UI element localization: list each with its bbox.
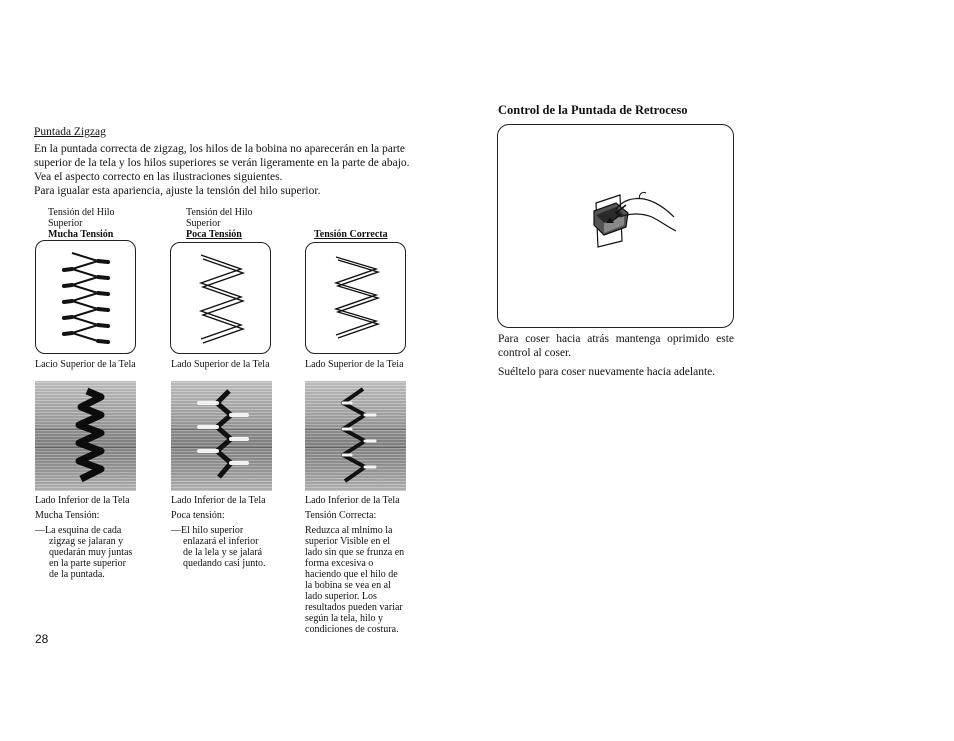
zigzag-loose-bottom-graphic [171,381,272,491]
col2-bottom-caption: Lado Inferior de la Tela [171,495,266,506]
page-number: 28 [35,632,49,646]
col3-top-caption: Lado Superior de la Teia [305,359,404,370]
col2-description [171,525,281,569]
reverse-lever-graphic [498,125,733,327]
col1-top-caption: Lacio Superior de la Tela [35,359,136,370]
intro-line: superior de la tela y los hilos superiores se verán ligeramente en la parte de abajo. [34,157,410,169]
col1-state: Mucha Tensión: [35,510,100,521]
col3-state: Tensión Correcta: [305,510,377,521]
col1-desc-line: —La esquina de cada [35,525,122,536]
col1-label [48,207,115,240]
col2-state: Poca tensión: [171,510,225,521]
col3-desc-line: lado sin que se frunza en [305,547,405,558]
col2-desc-line: enlazará el inferior [183,536,259,547]
correct-tension-top-illustration [305,242,406,354]
col3-desc-line: lado superior. Los [305,591,377,602]
col1-bottom-text [35,495,145,580]
col1-desc-line: de la puntada. [49,569,105,580]
col2-desc-line: de la lela y se jalará [183,547,263,558]
section-heading-reverse: Control de la Puntada de Retroceso [498,103,688,117]
intro-line: En la puntada correcta de zigzag, los hilos de la bobina no aparecerán en la parte [34,143,406,155]
reverse-text-line: Para coser hacia atrás mantenga oprimido este [498,333,734,345]
col1-desc-line: zigzag se jalaran y [49,536,124,547]
col1-bottom-caption: Lado Inferior de la Tela [35,495,130,506]
loose-tension-top-illustration [170,242,271,354]
col2-bottom-text [171,495,281,569]
zigzag-correct-bottom-graphic [305,381,406,491]
col3-desc-line: según la tela, hilo y [305,613,384,624]
col2-desc-line: quedando casi junto. [183,558,266,569]
col3-bottom-text [305,495,411,635]
col1-desc-line: quedarán muy juntas [49,547,133,558]
col3-bottom-caption: Lado Inferior de la Tela [305,495,400,506]
zigzag-tight-bottom-graphic [35,381,136,491]
col1-label-line1: Tensión del Hilo [48,207,115,218]
intro-line: Para igualar esta apariencia, ajuste la tensión del hilo superior. [34,185,321,197]
col3-desc-line: superior Visible en el [305,536,391,547]
col3-desc-line: Reduzca al mlnimo la [305,525,393,536]
col1-desc-line: en la parte superior [49,558,126,569]
zigzag-correct-top-graphic [306,243,405,353]
tight-tension-bottom-photo [35,381,136,491]
col2-title: Poca Tensión [186,229,242,240]
col3-desc-line: condiciones de costura. [305,624,399,635]
col2-desc-line: —El hilo superior [171,525,244,536]
loose-tension-bottom-photo [171,381,272,491]
col2-label-line2: Superior [186,218,221,229]
col3-desc-line: haciendo que el hilo de [305,569,398,580]
col3-desc-line: forma excesiva o [305,558,374,569]
col1-label-line2: Superior [48,218,83,229]
col2-label [186,207,253,240]
col2-top-caption: Lado Superior de la Tela [171,359,270,370]
intro-line: Vea el aspecto correcto en las ilustraciones siguientes. [34,171,283,183]
tight-tension-top-illustration [35,240,136,354]
reverse-text-2: Suéltelo para coser nuevamente hacia adelante. [498,366,716,378]
col3-description [305,525,411,635]
zigzag-loose-top-graphic [171,243,270,353]
col3-title: Tensión Correcta [314,229,388,240]
col2-label-line1: Tensión del Hilo [186,207,253,218]
col3-label [314,229,388,240]
zigzag-tight-top-graphic [36,241,135,353]
col3-desc-line: la bobina se vea en al [305,580,391,591]
col3-desc-line: resultados pueden variar [305,602,403,613]
intro-paragraph [34,142,414,198]
correct-tension-bottom-photo [305,381,406,491]
col1-title: Mucha Tensión [48,229,114,240]
reverse-text-1 [498,332,734,360]
section-heading-zigzag: Puntada Zigzag [34,126,106,138]
reverse-text-line: control al coser. [498,347,572,359]
col1-description [35,525,139,580]
reverse-control-illustration [497,124,734,328]
